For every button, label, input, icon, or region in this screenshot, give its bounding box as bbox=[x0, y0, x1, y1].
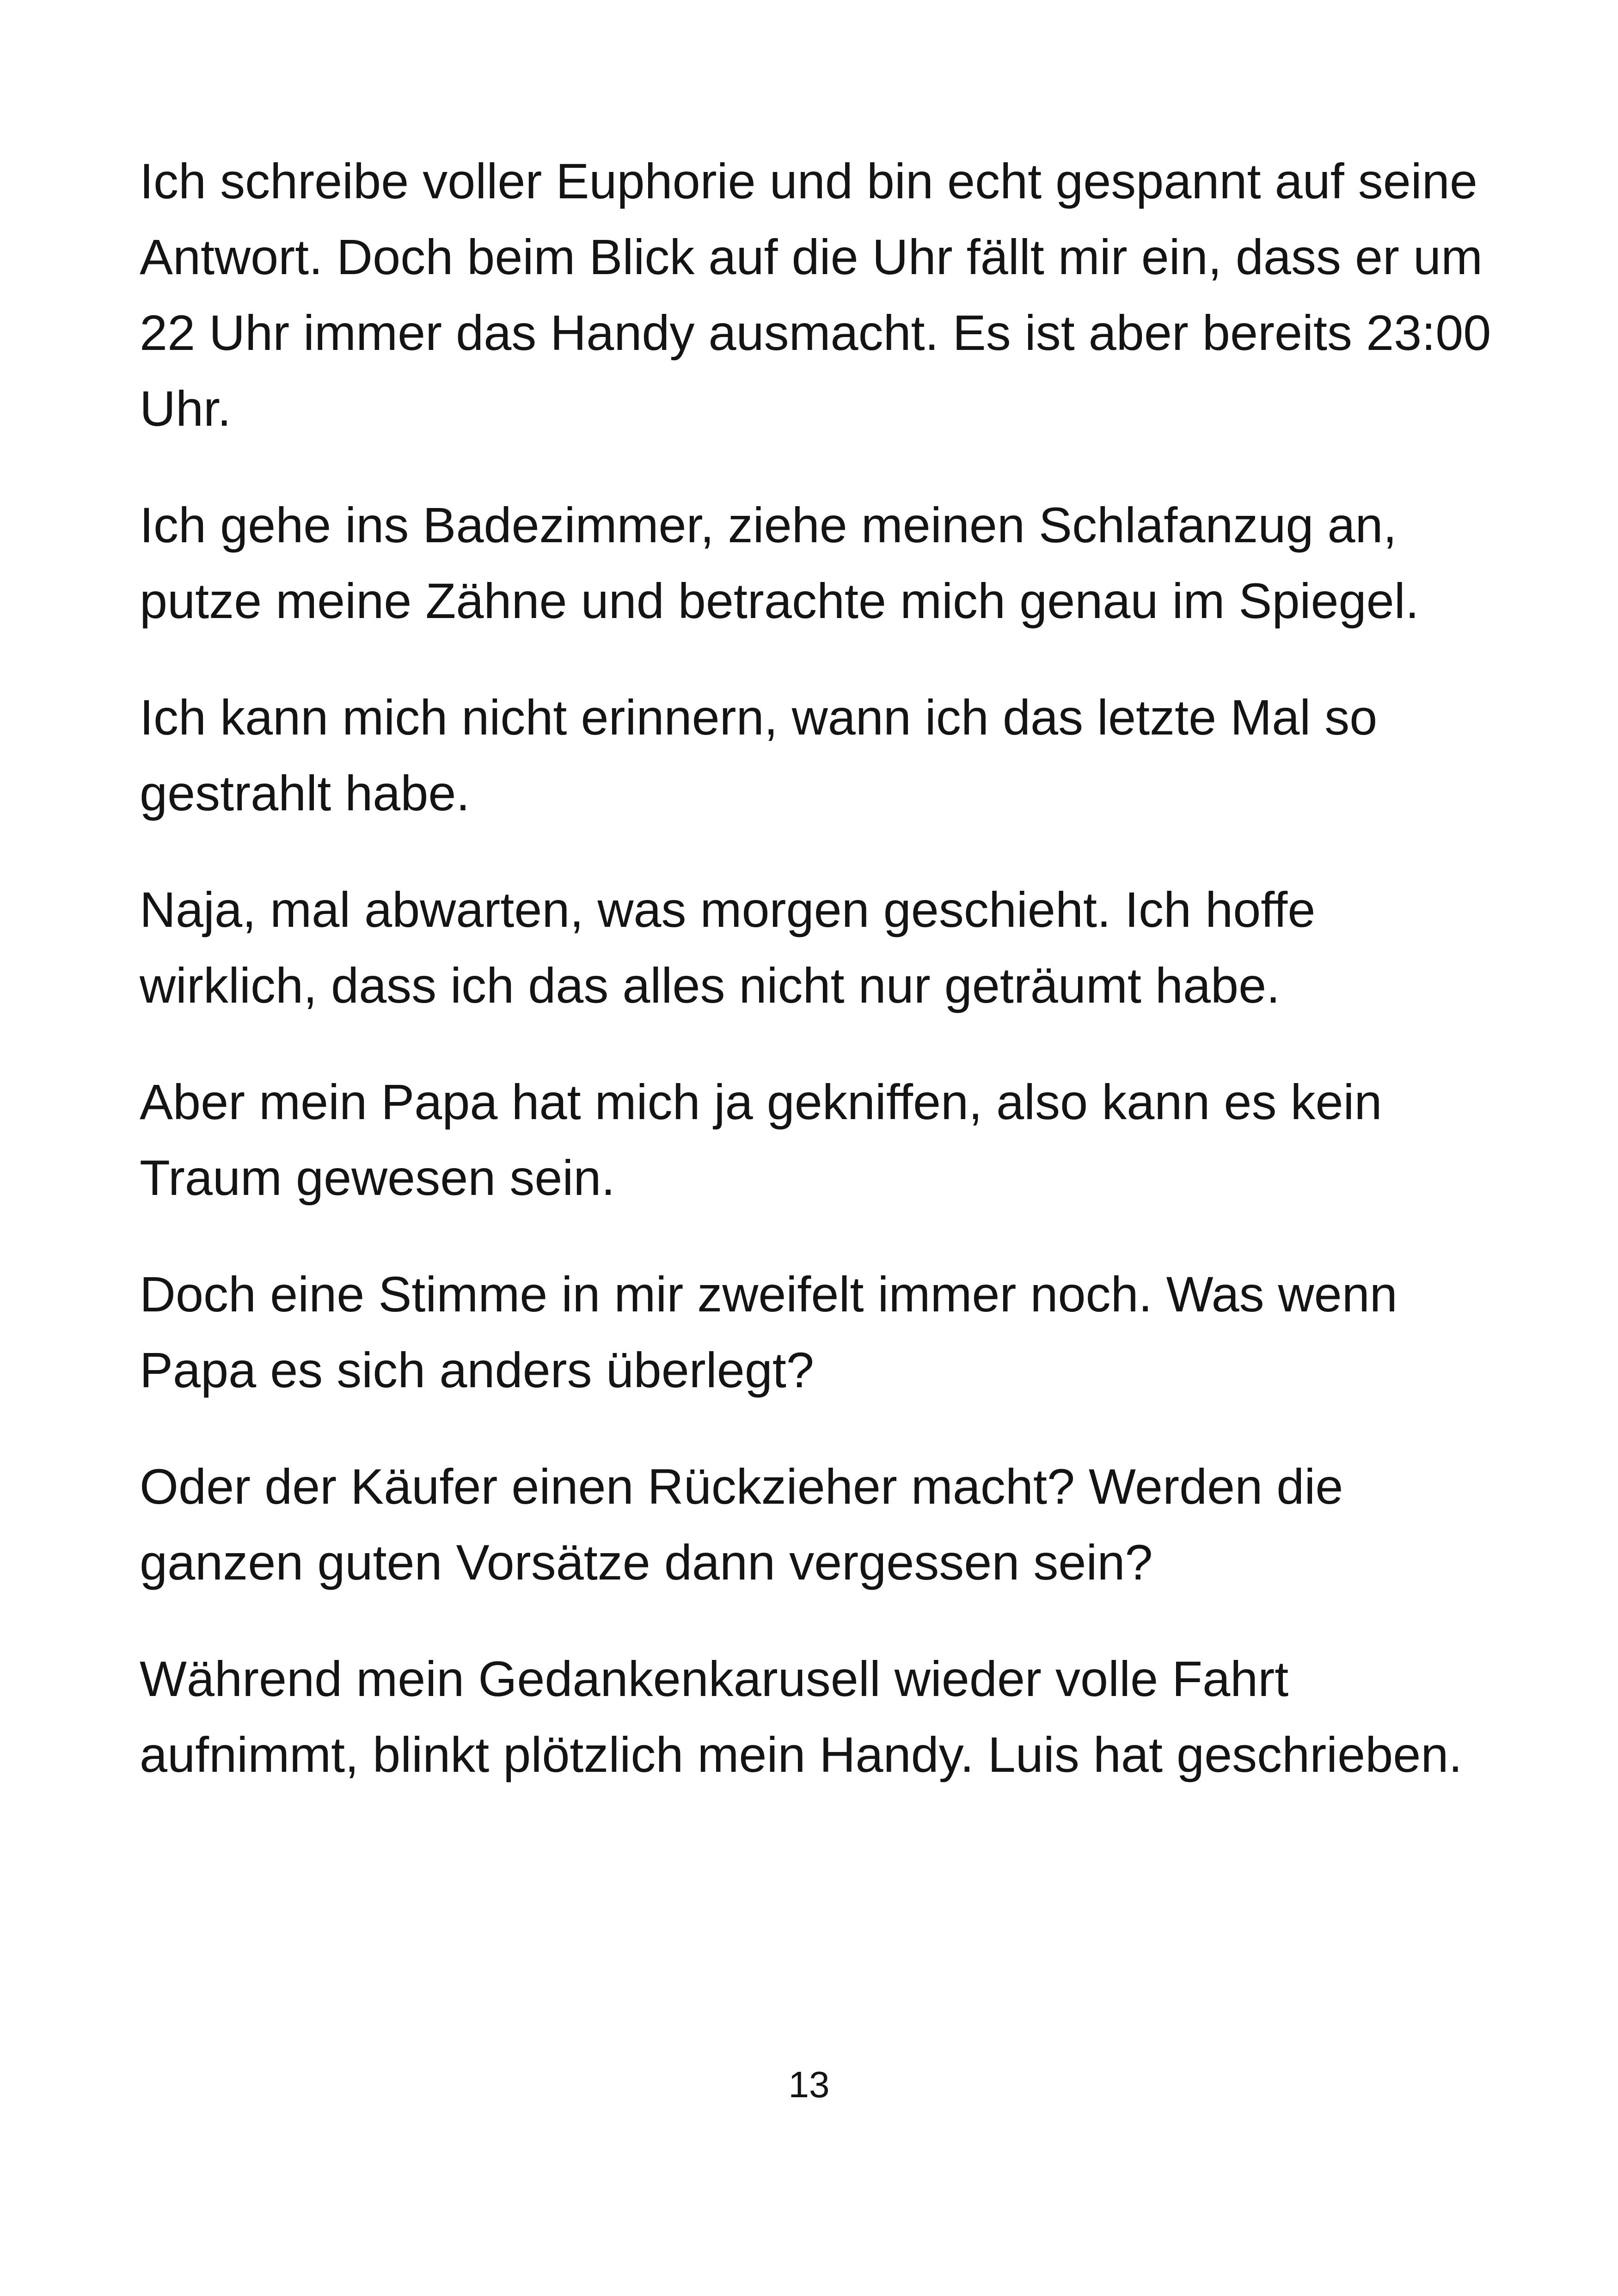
text-line: Uhr. bbox=[140, 380, 232, 436]
text-line: wirklich, dass ich das alles nicht nur geträumt habe. bbox=[140, 957, 1281, 1013]
text-line: 22 Uhr immer das Handy ausmacht. Es ist aber bereits 23:00 bbox=[140, 305, 1491, 361]
text-line: Doch eine Stimme in mir zweifelt immer noch. Was wenn bbox=[140, 1266, 1397, 1322]
text-line: Naja, mal abwarten, was morgen geschieht. Ich hoffe bbox=[140, 882, 1316, 937]
text-line: Antwort. Doch beim Blick auf die Uhr fällt mir ein, dass er um bbox=[140, 229, 1483, 285]
text-line: Traum gewesen sein. bbox=[140, 1150, 615, 1206]
text-line: ganzen guten Vorsätze dann vergessen sein? bbox=[140, 1534, 1153, 1590]
body-text bbox=[140, 143, 1526, 1833]
text-line: Aber mein Papa hat mich ja gekniffen, also kann es kein bbox=[140, 1074, 1382, 1130]
paragraph-5 bbox=[140, 1064, 1526, 1216]
text-line: gestrahlt habe. bbox=[140, 765, 470, 821]
paragraph-1 bbox=[140, 143, 1526, 447]
paragraph-2 bbox=[140, 487, 1526, 639]
paragraph-3 bbox=[140, 680, 1526, 831]
text-line: Ich gehe ins Badezimmer, ziehe meinen Schlafanzug an, bbox=[140, 497, 1397, 553]
text-line: Ich kann mich nicht erinnern, wann ich das letzte Mal so bbox=[140, 689, 1378, 745]
paragraph-4 bbox=[140, 872, 1526, 1023]
text-line: Oder der Käufer einen Rückzieher macht? Werden die bbox=[140, 1458, 1343, 1514]
page-number: 13 bbox=[788, 2064, 830, 2105]
paragraph-7 bbox=[140, 1449, 1526, 1600]
text-line: putze meine Zähne und betrachte mich genau im Spiegel. bbox=[140, 573, 1419, 629]
paragraph-6 bbox=[140, 1256, 1526, 1408]
paragraph-8 bbox=[140, 1641, 1526, 1793]
text-line: Ich schreibe voller Euphorie und bin echt gespannt auf seine bbox=[140, 153, 1477, 209]
text-line: Während mein Gedankenkarusell wieder volle Fahrt bbox=[140, 1651, 1289, 1707]
text-line: Papa es sich anders überlegt? bbox=[140, 1342, 814, 1398]
text-line: aufnimmt, blinkt plötzlich mein Handy. Luis hat geschrieben. bbox=[140, 1727, 1463, 1782]
